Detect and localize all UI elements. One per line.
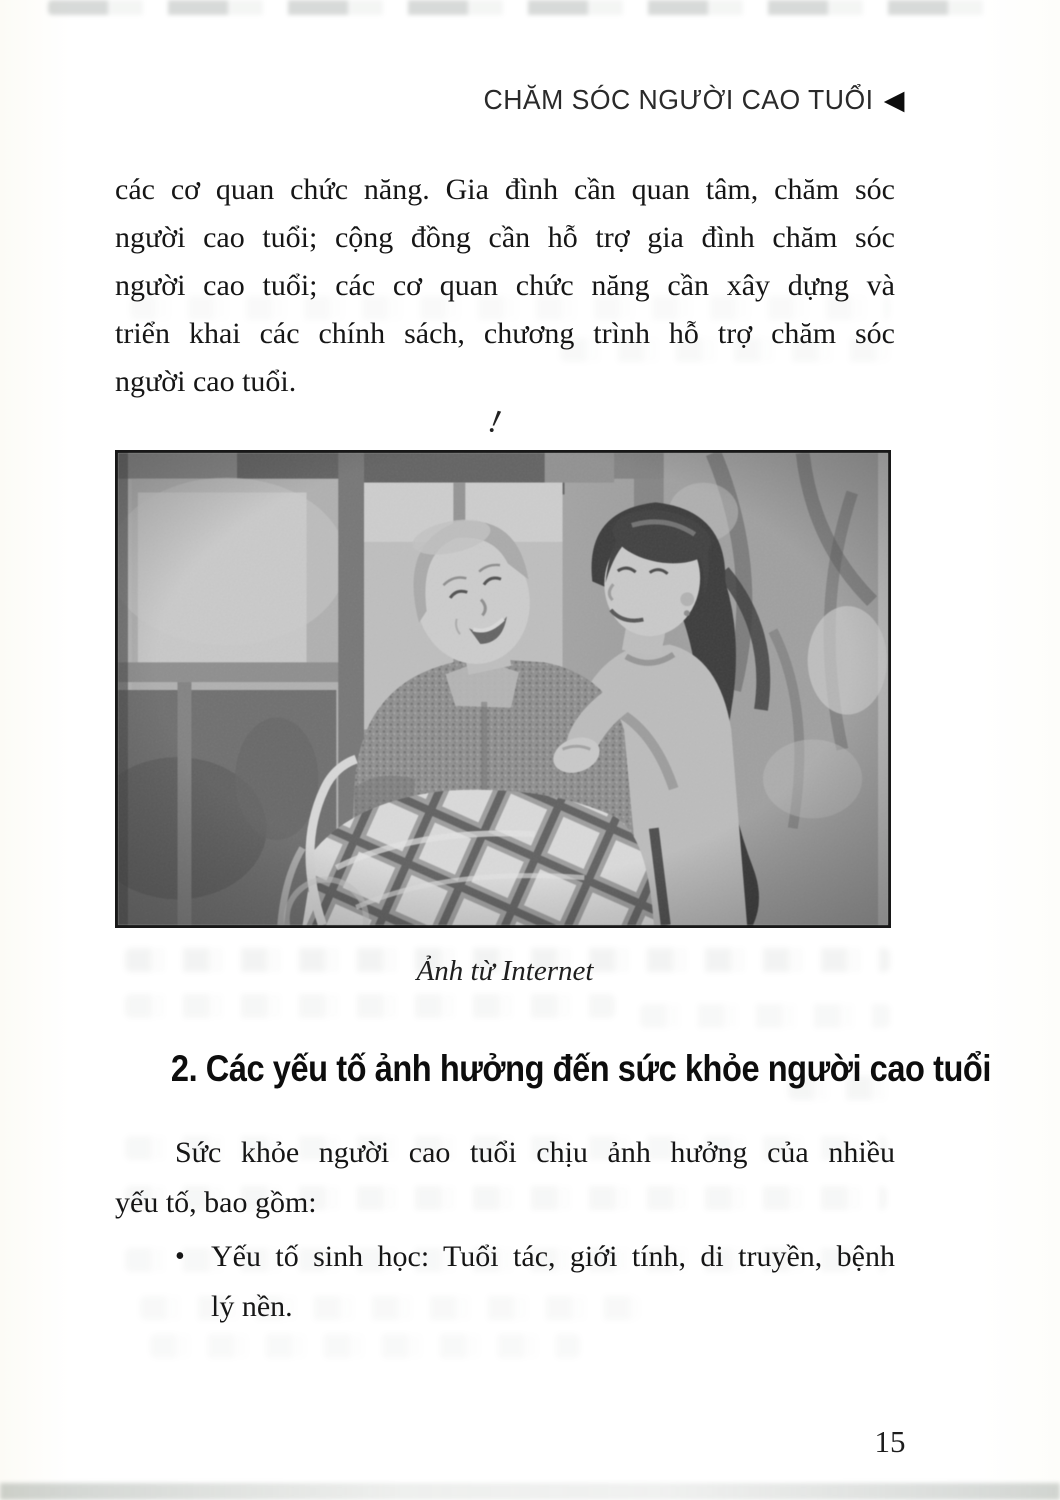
scan-artifact-bottom (0, 1483, 1060, 1500)
bleed-through-artifact (125, 994, 615, 1018)
paragraph-2 (115, 1128, 895, 1228)
bullet-item (175, 1232, 895, 1332)
paragraph-line: người cao tuổi. (115, 365, 297, 398)
paragraph-1 (115, 166, 895, 406)
bullet-text (211, 1232, 895, 1332)
page-number: 15 (874, 1424, 906, 1459)
section-heading (115, 1048, 991, 1090)
paragraph-line: các cơ quan chức năng. Gia đình cần quan tâm, chăm sóc (115, 173, 895, 206)
paragraph-line: người cao tuổi; cộng đồng cần hỗ trợ gia đình chăm sóc (115, 221, 895, 254)
left-triangle-icon: ◀ (883, 84, 905, 116)
section-heading-text: 2. Các yếu tố ảnh hưởng đến sức khỏe người cao tuổi (170, 1048, 991, 1089)
bullet-marker: • (175, 1241, 185, 1272)
paragraph-line: người cao tuổi; các cơ quan chức năng cần xây dựng và (115, 269, 895, 302)
running-head-title: CHĂM SÓC NGƯỜI CAO TUỔI (483, 84, 874, 115)
paragraph-line: yếu tố, bao gồm: (115, 1186, 317, 1219)
stray-exclamation-mark: ! (485, 403, 505, 441)
scan-artifact-top (48, 0, 1008, 15)
bleed-through-artifact (150, 1334, 580, 1358)
figure-photo-elderly-care (115, 450, 891, 928)
photo-illustration (118, 453, 888, 925)
figure-caption: Ảnh từ Internet (416, 955, 594, 987)
paragraph-line: Yếu tố sinh học: Tuổi tác, giới tính, di truyền, bệnh (211, 1240, 895, 1273)
bleed-through-artifact (640, 1004, 890, 1028)
paragraph-line: triển khai các chính sách, chương trình hỗ trợ chăm sóc (115, 317, 895, 350)
running-head (115, 84, 905, 116)
paragraph-line: Sức khỏe người cao tuổi chịu ảnh hưởng của nhiều (175, 1136, 895, 1169)
paragraph-line: lý nền. (211, 1290, 293, 1323)
